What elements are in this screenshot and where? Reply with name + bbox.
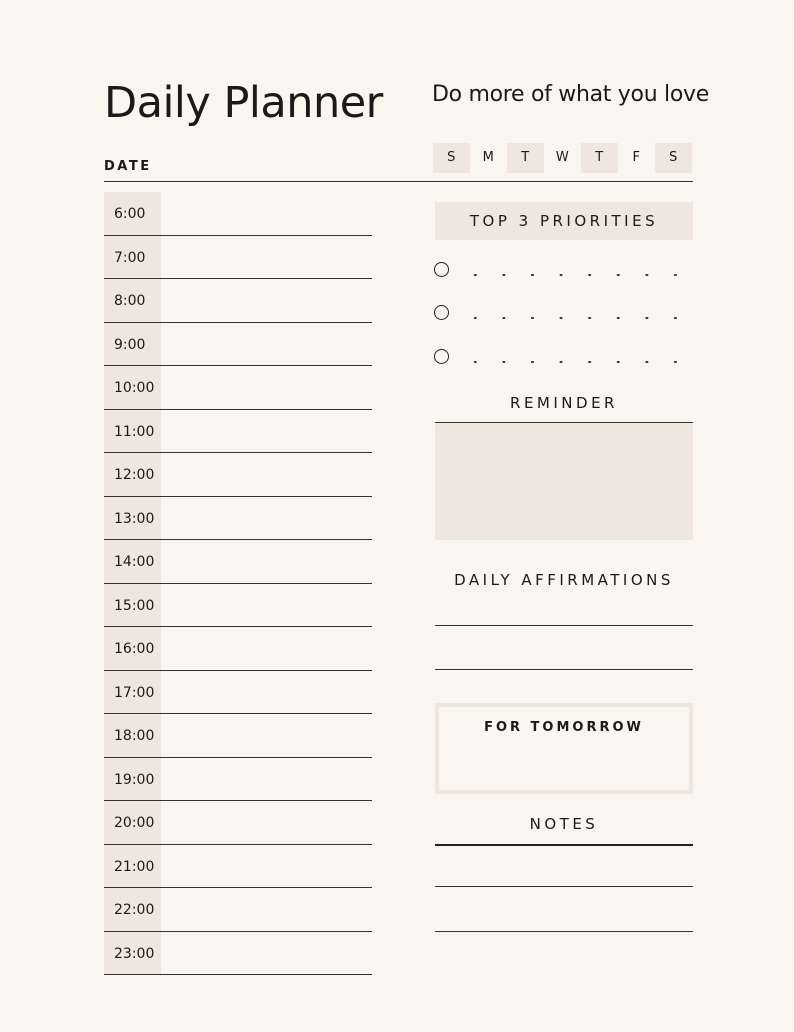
weekday-1[interactable]: M — [482, 150, 495, 165]
time-slot-row[interactable] — [104, 236, 372, 280]
weekday-3[interactable]: W — [555, 150, 570, 165]
checkbox-circle-icon[interactable] — [434, 262, 449, 277]
time-slot-row[interactable] — [104, 323, 372, 367]
reminder-box[interactable] — [435, 423, 693, 540]
time-slot-row[interactable] — [104, 888, 372, 932]
time-label: 20:00 — [104, 801, 161, 844]
time-label: 21:00 — [104, 845, 161, 888]
time-label: 13:00 — [104, 497, 161, 540]
affirmations-heading: DAILY AFFIRMATIONS — [454, 571, 674, 589]
time-label: 8:00 — [104, 279, 161, 322]
checkbox-circle-icon[interactable] — [434, 305, 449, 320]
date-label: DATE — [104, 159, 152, 174]
weekday-6[interactable]: S — [655, 143, 692, 173]
time-label: 9:00 — [104, 323, 161, 366]
weekday-0[interactable]: S — [433, 143, 470, 173]
weekday-2[interactable]: T — [507, 143, 544, 173]
affirmation-line-2[interactable] — [435, 669, 693, 670]
time-label: 6:00 — [104, 192, 161, 235]
weekday-5[interactable]: F — [632, 150, 641, 165]
time-label: 18:00 — [104, 714, 161, 757]
dotted-line — [461, 317, 696, 319]
notes-divider — [435, 844, 693, 846]
time-label: 14:00 — [104, 540, 161, 583]
notes-heading: NOTES — [529, 815, 599, 833]
time-label: 7:00 — [104, 236, 161, 279]
time-slot-row[interactable] — [104, 366, 372, 410]
notes-line-2[interactable] — [435, 931, 693, 932]
reminder-heading: REMINDER — [510, 394, 618, 412]
priority-item-2[interactable] — [434, 302, 696, 322]
weekday-selector — [433, 143, 692, 173]
time-label: 12:00 — [104, 453, 161, 496]
weekday-4[interactable]: T — [581, 143, 618, 173]
for-tomorrow-box[interactable] — [435, 703, 693, 794]
time-slot-row[interactable] — [104, 410, 372, 454]
time-slot-row[interactable] — [104, 801, 372, 845]
checkbox-circle-icon[interactable] — [434, 349, 449, 364]
priority-item-3[interactable] — [434, 346, 696, 366]
time-label: 19:00 — [104, 758, 161, 801]
time-label: 10:00 — [104, 366, 161, 409]
hourly-schedule — [104, 192, 372, 975]
time-label: 23:00 — [104, 932, 161, 975]
page-title: Daily Planner — [104, 78, 383, 128]
time-slot-row[interactable] — [104, 758, 372, 802]
dotted-line — [461, 274, 696, 276]
time-slot-row[interactable] — [104, 714, 372, 758]
time-label: 16:00 — [104, 627, 161, 670]
time-slot-row[interactable] — [104, 279, 372, 323]
time-label: 15:00 — [104, 584, 161, 627]
time-slot-row[interactable] — [104, 453, 372, 497]
affirmation-line-1[interactable] — [435, 625, 693, 626]
time-slot-row[interactable] — [104, 671, 372, 715]
time-label: 22:00 — [104, 888, 161, 931]
header-divider — [104, 181, 693, 182]
priority-item-1[interactable] — [434, 259, 696, 279]
dotted-line — [461, 361, 696, 363]
time-slot-row[interactable] — [104, 845, 372, 889]
time-slot-row[interactable] — [104, 497, 372, 541]
time-slot-row[interactable] — [104, 627, 372, 671]
time-slot-row[interactable] — [104, 540, 372, 584]
priorities-heading: TOP 3 PRIORITIES — [435, 202, 693, 240]
time-slot-row[interactable] — [104, 584, 372, 628]
notes-line-1[interactable] — [435, 886, 693, 887]
tagline: Do more of what you love — [432, 82, 709, 107]
for-tomorrow-heading: FOR TOMORROW — [484, 720, 644, 735]
time-slot-row[interactable] — [104, 932, 372, 976]
time-label: 17:00 — [104, 671, 161, 714]
time-label: 11:00 — [104, 410, 161, 453]
time-slot-row[interactable] — [104, 192, 372, 236]
